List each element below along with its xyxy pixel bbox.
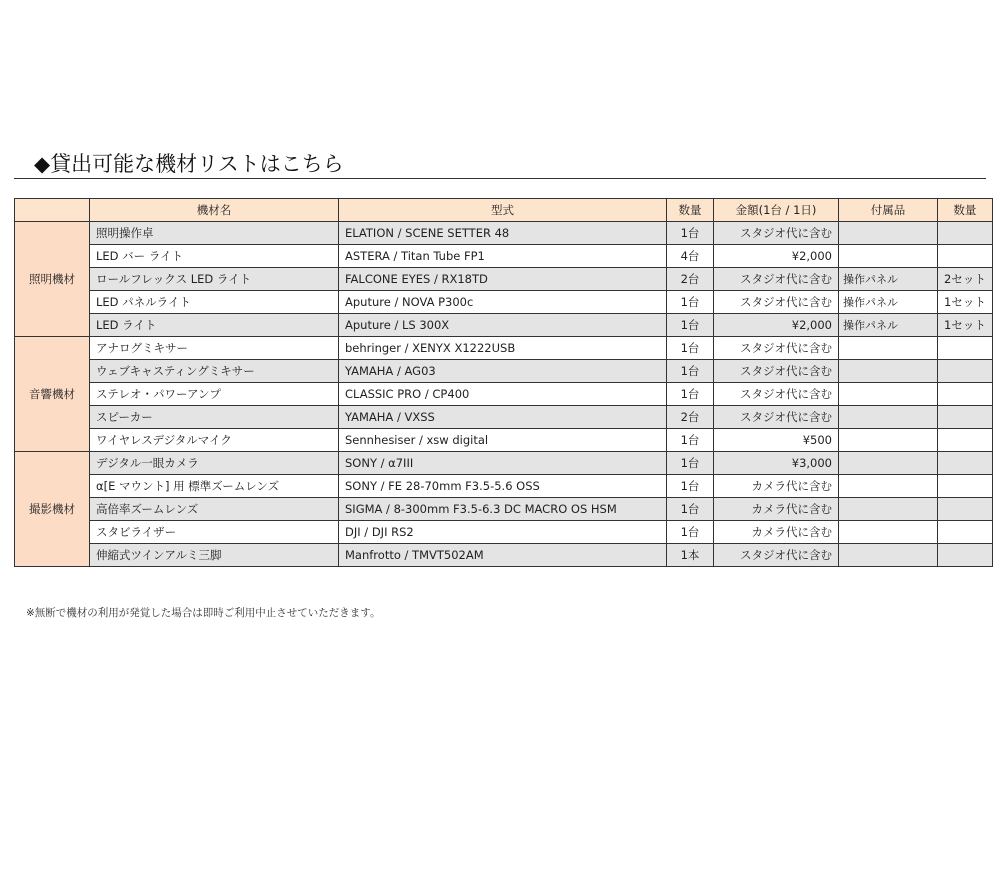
- equipment-name: スピーカー: [90, 406, 339, 429]
- table-row: [15, 245, 993, 268]
- quantity: 2台: [667, 268, 714, 291]
- accessory: [839, 360, 938, 383]
- quantity: 1台: [667, 314, 714, 337]
- table-header: [15, 199, 993, 222]
- table-row: [15, 429, 993, 452]
- equipment-name: デジタル一眼カメラ: [90, 452, 339, 475]
- accessory-quantity: 2セット: [938, 268, 993, 291]
- accessory: [839, 452, 938, 475]
- header-name: 機材名: [90, 199, 339, 222]
- accessory: [839, 429, 938, 452]
- accessory-quantity: [938, 337, 993, 360]
- accessory-quantity: [938, 544, 993, 567]
- accessory-quantity: [938, 475, 993, 498]
- price: ¥500: [714, 429, 839, 452]
- accessory: [839, 498, 938, 521]
- model-name: SONY / α7III: [339, 452, 667, 475]
- quantity: 1台: [667, 475, 714, 498]
- equipment-name: 照明操作卓: [90, 222, 339, 245]
- accessory-quantity: [938, 245, 993, 268]
- model-name: ELATION / SCENE SETTER 48: [339, 222, 667, 245]
- equipment-name: ウェブキャスティングミキサー: [90, 360, 339, 383]
- equipment-name: アナログミキサー: [90, 337, 339, 360]
- header-model: 型式: [339, 199, 667, 222]
- equipment-name: LED バー ライト: [90, 245, 339, 268]
- accessory: 操作パネル: [839, 291, 938, 314]
- header-blank: [15, 199, 90, 222]
- accessory-quantity: [938, 406, 993, 429]
- price: スタジオ代に含む: [714, 337, 839, 360]
- accessory: [839, 383, 938, 406]
- price: スタジオ代に含む: [714, 360, 839, 383]
- price: ¥2,000: [714, 314, 839, 337]
- accessory: [839, 521, 938, 544]
- accessory-quantity: 1セット: [938, 314, 993, 337]
- price: スタジオ代に含む: [714, 406, 839, 429]
- category-label: 撮影機材: [15, 452, 90, 567]
- price: スタジオ代に含む: [714, 222, 839, 245]
- table-row: [15, 475, 993, 498]
- model-name: FALCONE EYES / RX18TD: [339, 268, 667, 291]
- quantity: 1台: [667, 222, 714, 245]
- accessory-quantity: 1セット: [938, 291, 993, 314]
- model-name: CLASSIC PRO / CP400: [339, 383, 667, 406]
- accessory: [839, 406, 938, 429]
- quantity: 1台: [667, 337, 714, 360]
- price: カメラ代に含む: [714, 521, 839, 544]
- table-row: [15, 291, 993, 314]
- table-row: [15, 406, 993, 429]
- equipment-name: LED パネルライト: [90, 291, 339, 314]
- accessory: [839, 245, 938, 268]
- header-price: 金額(1台 / 1日): [714, 199, 839, 222]
- title-underline: [14, 178, 986, 179]
- price: ¥3,000: [714, 452, 839, 475]
- quantity: 1台: [667, 498, 714, 521]
- quantity: 1台: [667, 521, 714, 544]
- table-row: [15, 544, 993, 567]
- equipment-name: ワイヤレスデジタルマイク: [90, 429, 339, 452]
- table-row: [15, 222, 993, 245]
- table-row: [15, 337, 993, 360]
- equipment-name: ステレオ・パワーアンプ: [90, 383, 339, 406]
- model-name: ASTERA / Titan Tube FP1: [339, 245, 667, 268]
- accessory-quantity: [938, 498, 993, 521]
- quantity: 1台: [667, 291, 714, 314]
- equipment-table: [14, 198, 993, 567]
- quantity: 1台: [667, 429, 714, 452]
- accessory: 操作パネル: [839, 314, 938, 337]
- price: スタジオ代に含む: [714, 268, 839, 291]
- model-name: DJI / DJI RS2: [339, 521, 667, 544]
- section-title: ◆貸出可能な機材リストはこちら: [34, 152, 344, 176]
- price: カメラ代に含む: [714, 498, 839, 521]
- accessory: [839, 544, 938, 567]
- header-qty: 数量: [667, 199, 714, 222]
- accessory-quantity: [938, 222, 993, 245]
- quantity: 1台: [667, 360, 714, 383]
- price: スタジオ代に含む: [714, 544, 839, 567]
- table-row: [15, 452, 993, 475]
- model-name: SONY / FE 28-70mm F3.5-5.6 OSS: [339, 475, 667, 498]
- accessory-quantity: [938, 521, 993, 544]
- quantity: 1本: [667, 544, 714, 567]
- equipment-name: 伸縮式ツインアルミ三脚: [90, 544, 339, 567]
- equipment-name: 高倍率ズームレンズ: [90, 498, 339, 521]
- footnote: ※無断で機材の利用が発覚した場合は即時ご利用中止させていただきます。: [26, 607, 381, 619]
- table-row: [15, 268, 993, 291]
- model-name: behringer / XENYX X1222USB: [339, 337, 667, 360]
- accessory-quantity: [938, 452, 993, 475]
- quantity: 1台: [667, 452, 714, 475]
- header-accessory-qty: 数量: [938, 199, 993, 222]
- model-name: Manfrotto / TMVT502AM: [339, 544, 667, 567]
- model-name: YAMAHA / VXSS: [339, 406, 667, 429]
- accessory: [839, 337, 938, 360]
- equipment-name: LED ライト: [90, 314, 339, 337]
- accessory-quantity: [938, 383, 993, 406]
- accessory-quantity: [938, 360, 993, 383]
- price: カメラ代に含む: [714, 475, 839, 498]
- equipment-name: ロールフレックス LED ライト: [90, 268, 339, 291]
- model-name: YAMAHA / AG03: [339, 360, 667, 383]
- accessory: [839, 475, 938, 498]
- table-row: [15, 314, 993, 337]
- accessory-quantity: [938, 429, 993, 452]
- quantity: 1台: [667, 383, 714, 406]
- category-label: 音響機材: [15, 337, 90, 452]
- header-accessory: 付属品: [839, 199, 938, 222]
- accessory: [839, 222, 938, 245]
- model-name: Aputure / NOVA P300c: [339, 291, 667, 314]
- price: スタジオ代に含む: [714, 383, 839, 406]
- price: ¥2,000: [714, 245, 839, 268]
- model-name: SIGMA / 8-300mm F3.5-6.3 DC MACRO OS HSM: [339, 498, 667, 521]
- category-label: 照明機材: [15, 222, 90, 337]
- table-row: [15, 383, 993, 406]
- model-name: Aputure / LS 300X: [339, 314, 667, 337]
- equipment-name: α[E マウント] 用 標準ズームレンズ: [90, 475, 339, 498]
- quantity: 4台: [667, 245, 714, 268]
- price: スタジオ代に含む: [714, 291, 839, 314]
- table-row: [15, 360, 993, 383]
- table-row: [15, 521, 993, 544]
- accessory: 操作パネル: [839, 268, 938, 291]
- quantity: 2台: [667, 406, 714, 429]
- equipment-name: スタビライザー: [90, 521, 339, 544]
- model-name: Sennhesiser / xsw digital: [339, 429, 667, 452]
- table-row: [15, 498, 993, 521]
